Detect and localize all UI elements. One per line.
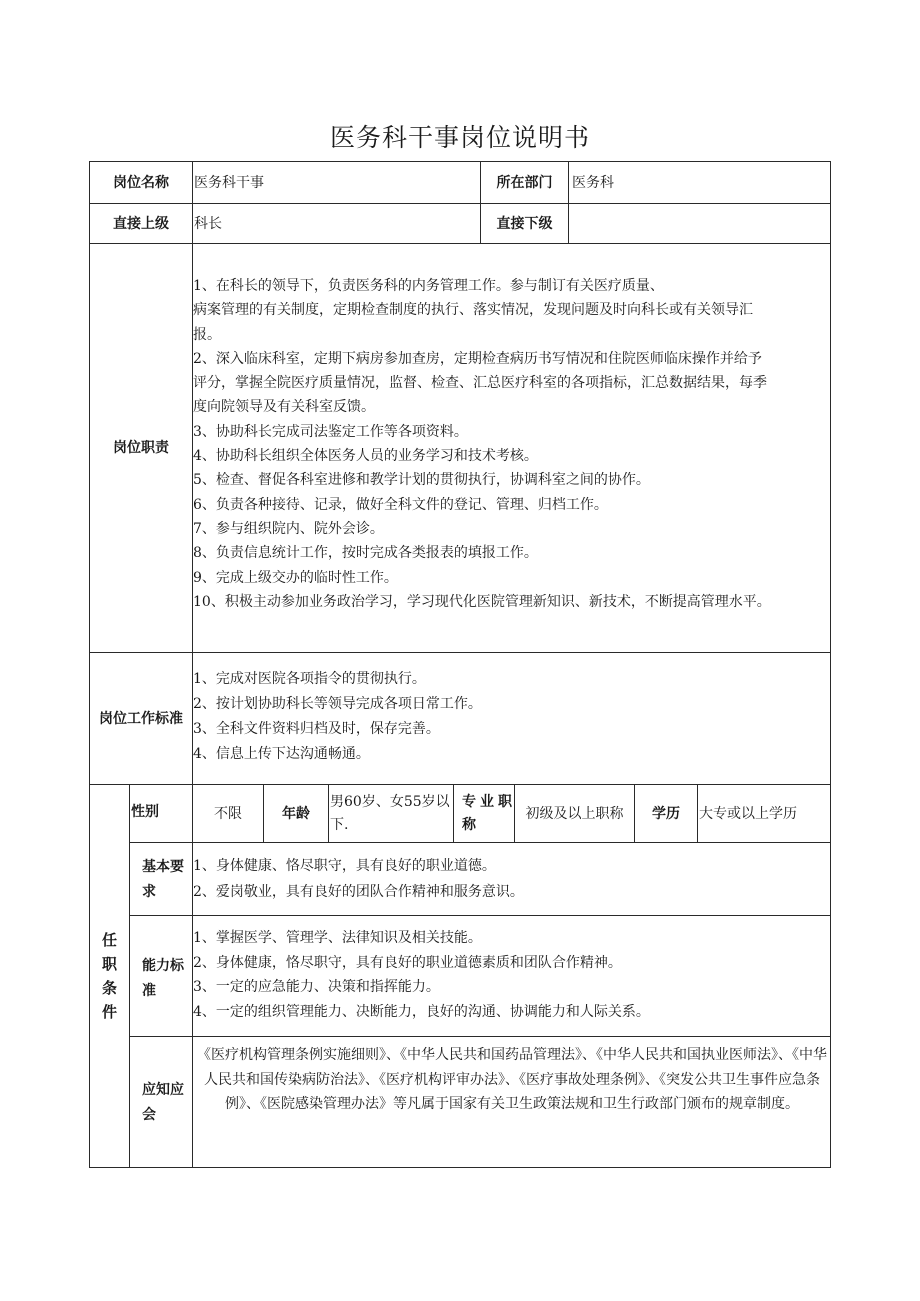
ability-list bbox=[193, 926, 829, 1024]
standard-line: 2、按计划协助科长等领导完成各项日常工作。 bbox=[193, 696, 482, 712]
standard-line: 1、完成对医院各项指令的贯彻执行。 bbox=[193, 671, 426, 687]
ability-line: 2、身体健康，恪尽职守，具有良好的职业道德素质和团队合作精神。 bbox=[193, 954, 622, 971]
supervisor-label: 直接上级 bbox=[113, 215, 169, 232]
knowledge-label: 应知应会 bbox=[142, 1082, 184, 1123]
col-divider bbox=[697, 784, 698, 843]
duties-list bbox=[193, 274, 829, 614]
page-title: 医务科干事岗位说明书 bbox=[329, 123, 590, 152]
ability-label: 能力标准 bbox=[142, 958, 184, 999]
row-divider bbox=[89, 243, 831, 244]
duty-line: 4、协助科长组织全体医务人员的业务学习和技术考核。 bbox=[193, 448, 538, 465]
subordinate-value bbox=[572, 204, 830, 243]
basic-requirements-list bbox=[193, 853, 829, 905]
department-value: 医务科 bbox=[572, 174, 614, 191]
ability-line: 3、一定的应急能力、决策和指挥能力。 bbox=[193, 979, 440, 995]
qualifications-label-cell bbox=[90, 785, 129, 1167]
duty-line: 报。 bbox=[193, 326, 221, 343]
col-divider bbox=[568, 161, 569, 244]
age-label: 年龄 bbox=[282, 805, 310, 822]
gender-value: 不限 bbox=[214, 805, 242, 822]
gender-label: 性别 bbox=[131, 804, 159, 820]
education-label: 学历 bbox=[652, 805, 680, 822]
standards-label: 岗位工作标准 bbox=[99, 710, 183, 727]
row-divider bbox=[129, 1036, 831, 1037]
subordinate-label: 直接下级 bbox=[496, 215, 553, 232]
duty-line: 10、积极主动参加业务政治学习，学习现代化医院管理新知识、新技术，不断提高管理水平。 bbox=[193, 593, 771, 610]
row-divider bbox=[89, 652, 831, 653]
standards-list bbox=[193, 667, 829, 767]
department-label: 所在部门 bbox=[496, 174, 553, 191]
duty-line: 5、检查、督促各科室进修和教学计划的贯彻执行，协调科室之间的协作。 bbox=[193, 472, 650, 489]
job-title-value: 医务科干事 bbox=[194, 174, 264, 191]
age-value: 男60岁、女55岁以下. bbox=[330, 794, 450, 833]
duty-line: 2、深入临床科室，定期下病房参加查房，定期检查病历书写情况和住院医师临床操作并给予 bbox=[193, 350, 762, 367]
duty-line: 9、完成上级交办的临时性工作。 bbox=[193, 569, 398, 586]
duty-line: 度向院领导及有关科室反馈。 bbox=[193, 399, 375, 416]
duty-line: 3、协助科长完成司法鉴定工作等各项资料。 bbox=[193, 423, 468, 440]
row-divider bbox=[129, 842, 831, 843]
basic-requirements-label: 基本要求 bbox=[142, 859, 184, 900]
standard-line: 3、全科文件资料归档及时，保存完善。 bbox=[193, 721, 440, 737]
ability-line: 1、掌握医学、管理学、法律知识及相关技能。 bbox=[193, 930, 482, 946]
duty-line: 8、负责信息统计工作，按时完成各类报表的填报工作。 bbox=[193, 545, 538, 562]
duty-line: 评分，掌握全院医疗质量情况，监督、检查、汇总医疗科室的各项指标，汇总数据结果，每季 bbox=[193, 375, 767, 392]
duty-line: 1、在科长的领导下，负责医务科的内务管理工作。参与制订有关医疗质量、 bbox=[193, 278, 664, 294]
col-divider bbox=[328, 784, 329, 843]
qualifications-label: 任职条件 bbox=[101, 931, 117, 1021]
table-border-right bbox=[830, 161, 831, 1168]
table-border-bottom bbox=[89, 1167, 831, 1168]
duties-label: 岗位职责 bbox=[113, 440, 169, 456]
duty-line: 病案管理的有关制度，定期检查制度的执行、落实情况，发现问题及时向科长或有关领导汇 bbox=[193, 302, 753, 319]
duty-line: 7、参与组织院内、院外会诊。 bbox=[193, 520, 384, 537]
professional-title-value: 初级及以上职称 bbox=[525, 805, 624, 822]
ability-line: 4、一定的组织管理能力、决断能力，良好的沟通、协调能力和人际关系。 bbox=[193, 1003, 650, 1020]
professional-title-label: 专业职称 bbox=[462, 794, 512, 833]
duty-line: 6、负责各种接待、记录，做好全科文件的登记、管理、归档工作。 bbox=[193, 496, 608, 513]
col-divider bbox=[453, 784, 454, 843]
supervisor-value: 科长 bbox=[194, 215, 222, 232]
knowledge-text: 《医疗机构管理条例实施细则》、《中华人民共和国药品管理法》、《中华人民共和国执业医师法》、《中华人民共和国传染病防治法》、《医疗机构评审办法》、《医疗事故处理条例》、《突发公共卫生事件应急条例》、《医院感染管理办法》等凡属于国家有关卫生政策法规和卫生行政部门颁布的规章制度。 bbox=[197, 1047, 827, 1112]
basic-requirement-line: 2、爱岗敬业，具有良好的团队合作精神和服务意识。 bbox=[193, 884, 524, 900]
basic-requirement-line: 1、身体健康、恪尽职守，具有良好的职业道德。 bbox=[193, 858, 496, 874]
job-title-label: 岗位名称 bbox=[113, 174, 169, 191]
education-value: 大专或以上学历 bbox=[699, 805, 797, 822]
col-divider bbox=[129, 784, 130, 1168]
row-divider bbox=[129, 915, 831, 916]
standard-line: 4、信息上传下达沟通畅通。 bbox=[193, 746, 370, 762]
